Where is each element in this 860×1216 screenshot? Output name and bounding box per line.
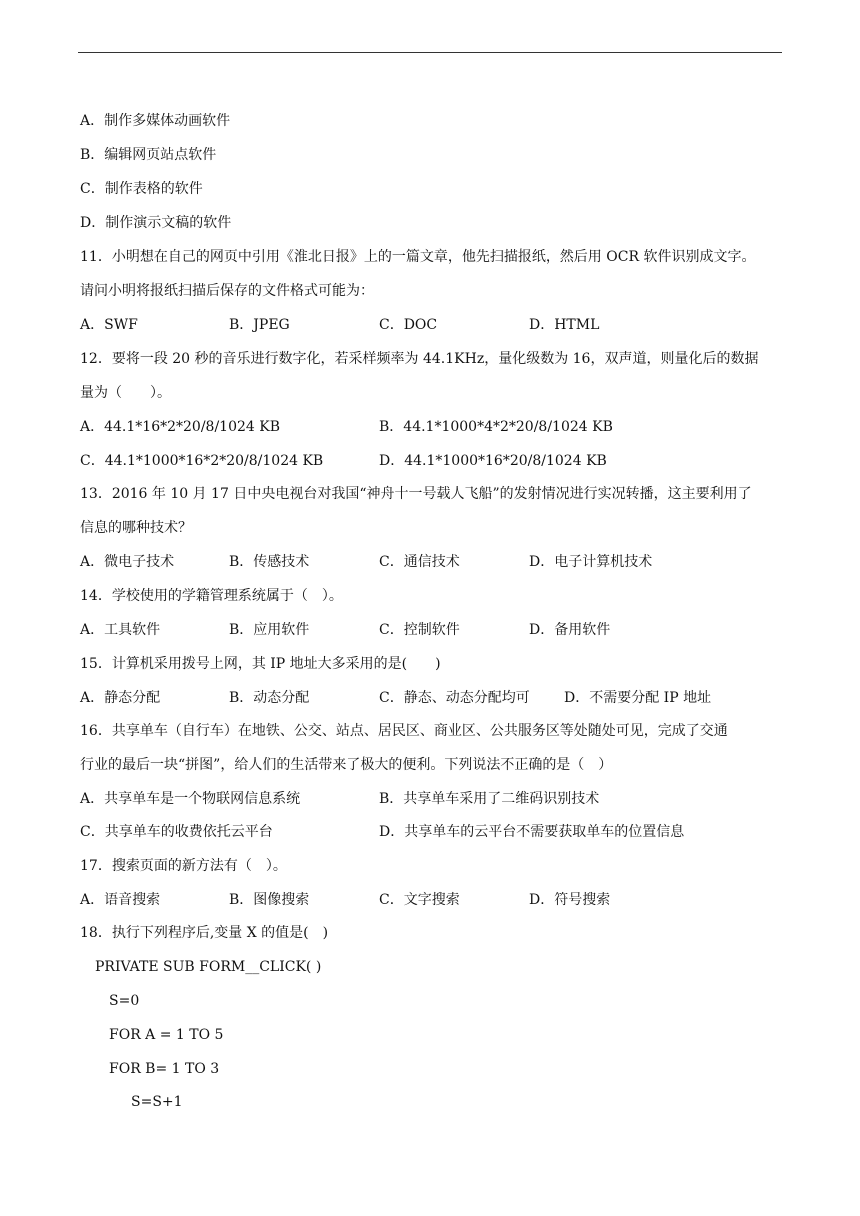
code-line: FOR B= 1 TO 3 (109, 1061, 220, 1077)
option-c: C．制作表格的软件 (80, 181, 203, 197)
option-a: A．工具软件 (80, 622, 161, 638)
question-text: 13．2016 年 10 月 17 日中央电视台对我国“神舟十一号载人飞船”的发射情况进行实况转播，这主要利用了 (80, 486, 752, 502)
option-b: B．编辑网页站点软件 (80, 147, 217, 163)
question-text: 15．计算机采用拨号上网，其 IP 地址大多采用的是( ) (80, 656, 441, 672)
option-a: A．SWF (80, 317, 138, 333)
question-text: 14．学校使用的学籍管理系统属于（ ）。 (80, 588, 343, 604)
option-d: D．符号搜索 (529, 892, 611, 908)
option-d: D．不需要分配 IP 地址 (564, 690, 712, 706)
option-c: C．控制软件 (379, 622, 460, 638)
option-b: B．共享单车采用了二维码识别技术 (379, 791, 600, 807)
question-text: 11．小明想在自己的网页中引用《淮北日报》上的一篇文章，他先扫描报纸，然后用 OCR 软件识别成文字。 (80, 249, 756, 265)
option-c: C．44.1*1000*16*2*20/8/1024 KB (80, 453, 324, 469)
option-a: A．微电子技术 (80, 554, 175, 570)
header-rule (78, 52, 782, 53)
question-text: 18．执行下列程序后,变量 X 的值是( ) (80, 925, 329, 941)
option-d: D．44.1*1000*16*20/8/1024 KB (379, 453, 607, 469)
option-b: B．图像搜索 (229, 892, 310, 908)
option-d: D．HTML (529, 317, 600, 333)
question-text: 17．搜索页面的新方法有（ ）。 (80, 858, 287, 874)
option-d: D．制作演示文稿的软件 (80, 215, 232, 231)
option-a: A．制作多媒体动画软件 (80, 113, 231, 129)
question-text: 16．共享单车（自行车）在地铁、公交、站点、居民区、商业区、公共服务区等处随处可见，完成了交通 (80, 723, 728, 739)
option-b: B．应用软件 (229, 622, 310, 638)
option-b: B．44.1*1000*4*2*20/8/1024 KB (379, 419, 613, 435)
code-line: FOR A = 1 TO 5 (109, 1027, 224, 1043)
option-c: C．静态、动态分配均可 (379, 690, 530, 706)
code-line: PRIVATE SUB FORM__CLICK( ) (95, 959, 322, 975)
option-c: C．共享单车的收费依托云平台 (80, 824, 273, 840)
option-a: A．静态分配 (80, 690, 161, 706)
question-text: 行业的最后一块“拼图”，给人们的生活带来了极大的便利。下列说法不正确的是（ ） (80, 757, 613, 773)
option-d: D．电子计算机技术 (529, 554, 653, 570)
option-b: B．动态分配 (229, 690, 310, 706)
option-d: D．共享单车的云平台不需要获取单车的位置信息 (379, 824, 685, 840)
option-a: A．共享单车是一个物联网信息系统 (80, 791, 301, 807)
option-c: C．文字搜索 (379, 892, 460, 908)
question-text: 信息的哪种技术？ (80, 520, 192, 536)
code-line: S=0 (109, 993, 140, 1009)
option-c: C．通信技术 (379, 554, 460, 570)
option-c: C．DOC (379, 317, 438, 333)
option-a: A．语音搜索 (80, 892, 161, 908)
code-line: S=S+1 (131, 1094, 183, 1110)
option-a: A．44.1*16*2*20/8/1024 KB (80, 419, 280, 435)
option-b: B．JPEG (229, 317, 290, 333)
question-text: 量为（ ）。 (80, 385, 171, 401)
question-text: 12．要将一段 20 秒的音乐进行数字化，若采样频率为 44.1KHz，量化级数为 16，双声道，则量化后的数据 (80, 351, 759, 367)
option-b: B．传感技术 (229, 554, 310, 570)
question-text: 请问小明将报纸扫描后保存的文件格式可能为： (80, 283, 374, 299)
option-d: D．备用软件 (529, 622, 611, 638)
